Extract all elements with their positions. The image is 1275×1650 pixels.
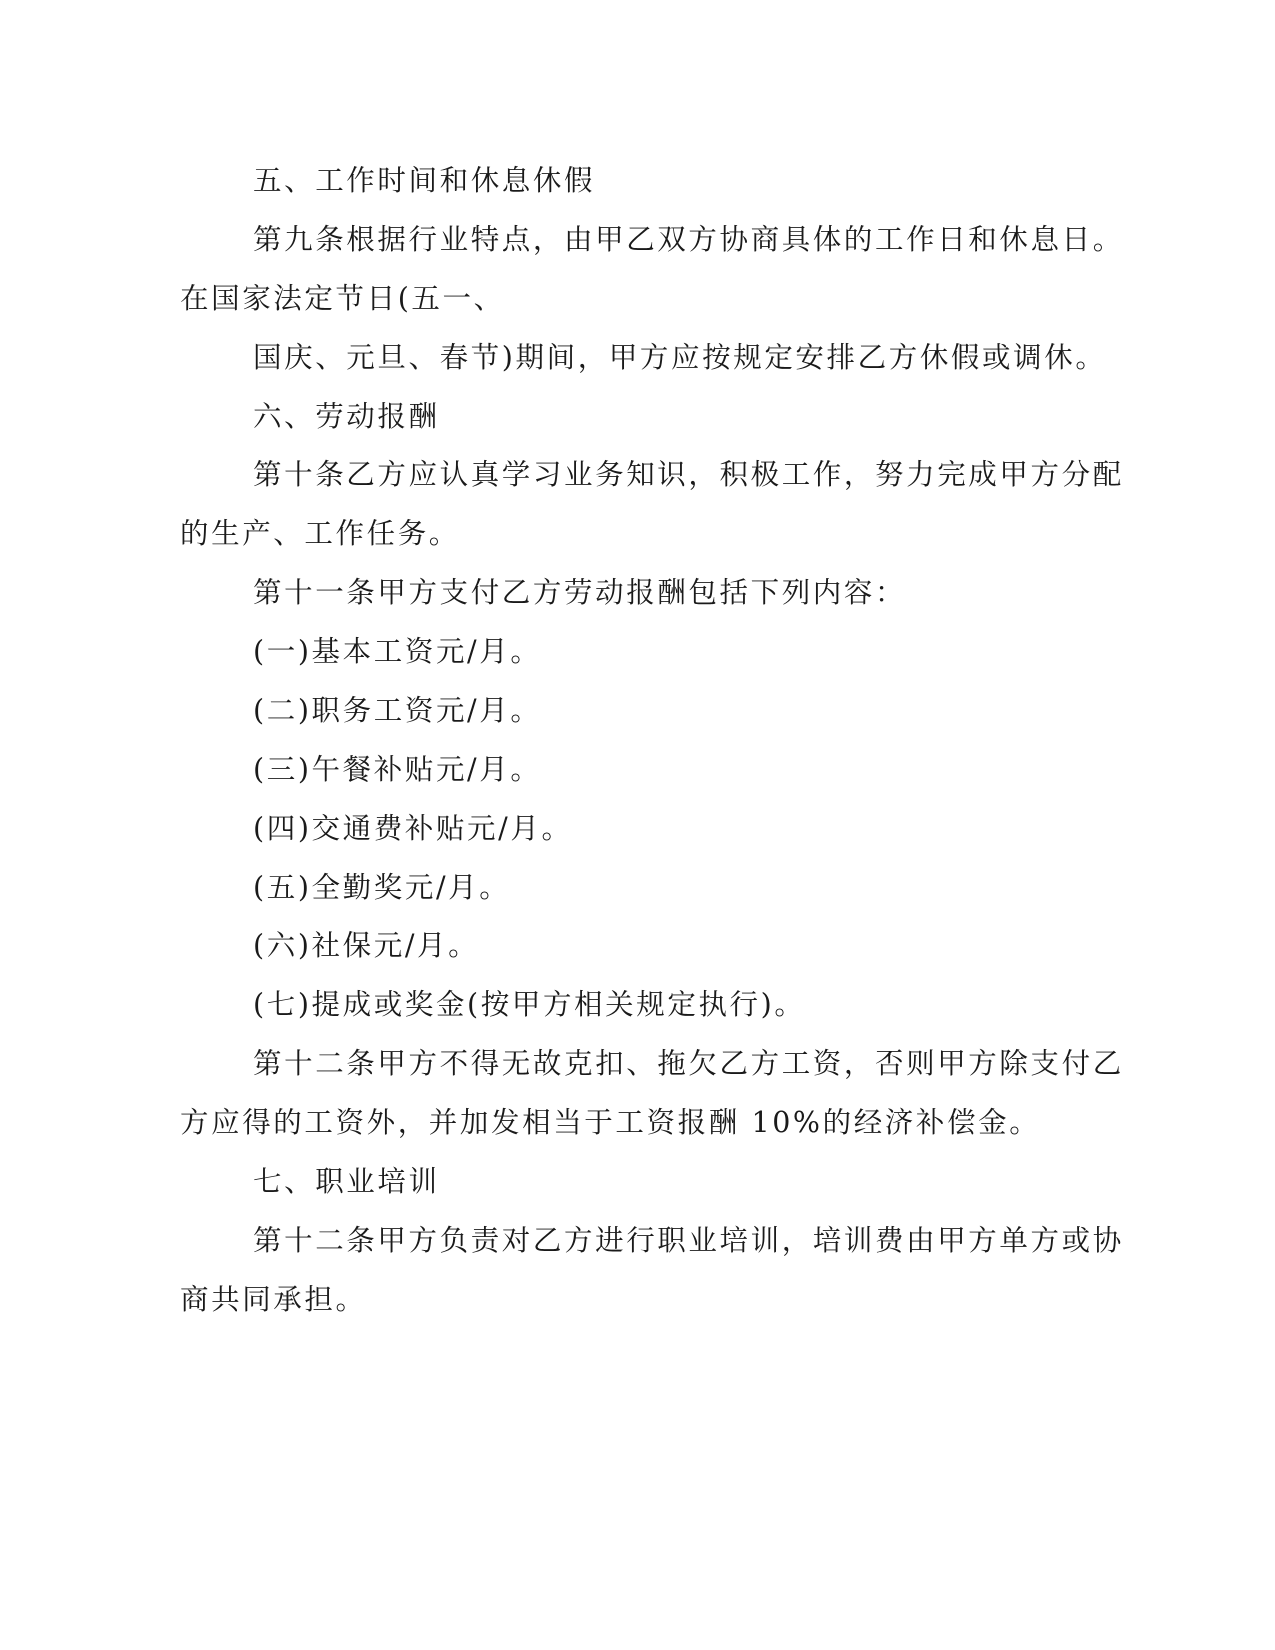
paragraph-line: 第九条根据行业特点，由甲乙双方协商具体的工作日和休息日。 (253, 223, 1124, 256)
list-item: (五)全勤奖元/月。 (253, 871, 511, 904)
list-item: (三)午餐补贴元/月。 (253, 753, 542, 786)
paragraph-line: 第十条乙方应认真学习业务知识，积极工作，努力完成甲方分配 (253, 458, 1124, 491)
list-item: (一)基本工资元/月。 (253, 635, 542, 668)
paragraph-line: 在国家法定节日(五一、 (180, 282, 505, 315)
paragraph-line: 第十二条甲方负责对乙方进行职业培训，培训费由甲方单方或协 (253, 1224, 1124, 1257)
paragraph-line: 第十二条甲方不得无故克扣、拖欠乙方工资，否则甲方除支付乙 (253, 1047, 1124, 1080)
section-heading-work-hours: 五、工作时间和休息休假 (253, 164, 596, 197)
section-heading-remuneration: 六、劳动报酬 (253, 400, 440, 433)
paragraph-line: 国庆、元旦、春节)期间，甲方应按规定安排乙方休假或调休。 (253, 341, 1107, 374)
list-item: (四)交通费补贴元/月。 (253, 812, 573, 845)
list-item: (六)社保元/月。 (253, 929, 480, 962)
paragraph-line: 方应得的工资外，并加发相当于工资报酬 10%的经济补偿金。 (180, 1106, 1041, 1139)
paragraph-line: 商共同承担。 (180, 1283, 367, 1316)
section-heading-training: 七、职业培训 (253, 1165, 440, 1198)
paragraph-line: 的生产、工作任务。 (180, 517, 460, 550)
list-item: (二)职务工资元/月。 (253, 694, 542, 727)
list-item: (七)提成或奖金(按甲方相关规定执行)。 (253, 988, 806, 1021)
paragraph-line: 第十一条甲方支付乙方劳动报酬包括下列内容： (253, 576, 907, 609)
